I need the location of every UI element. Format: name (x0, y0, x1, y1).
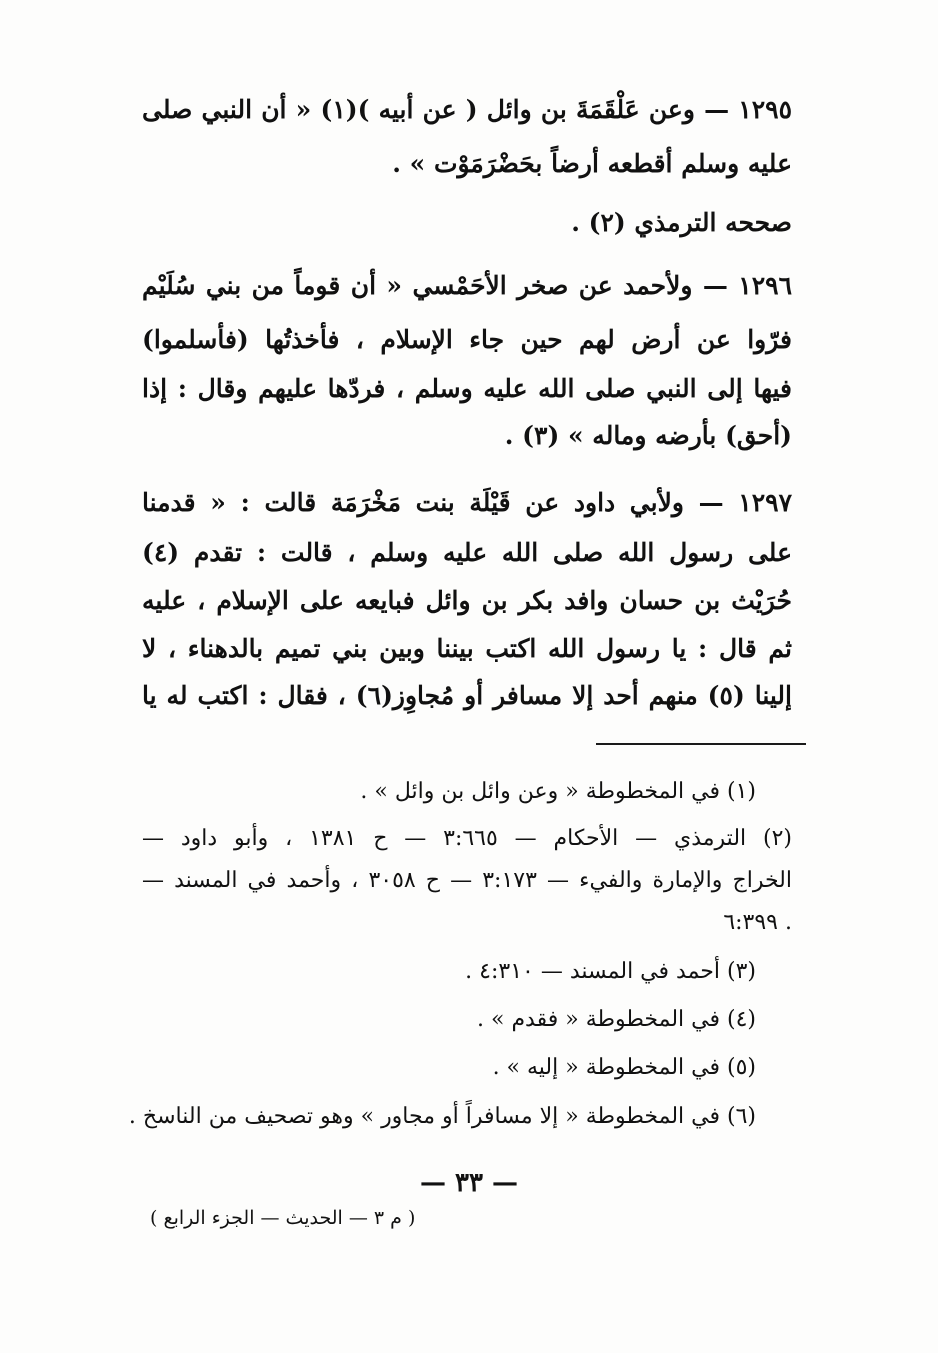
hadith-1297-line-5: إلينا (٥) منهم أحد إلا مسافر أو مُجاوِز(٦) ، فقال : اكتب له يا (142, 681, 792, 710)
hadith-1297-line-3: حُرَيْث بن حسان وافد بكر بن وائل فبايعه على الإسلام ، عليه (142, 586, 792, 615)
hadith-1295-grading: صححه الترمذي (٢) . (571, 208, 792, 237)
hadith-1295-line-1: ١٢٩٥ — وعن عَلْقَمَةَ بن وائل ( عن أبيه )(١) « أن النبي صلى (142, 95, 792, 124)
hadith-1296-line-3: فيها إلى النبي صلى الله عليه وسلم ، فردّها عليهم وقال : إذا (142, 374, 792, 403)
hadith-1296-line-1: ١٢٩٦ — ولأحمد عن صخر الأحَمْسي « أن قوماً من بني سُلَيْم (142, 271, 792, 300)
page-number: — ٣٣ — (419, 1168, 519, 1198)
footnote-2-line-1: (٢) الترمذي — الأحكام — ٣:٦٦٥ — ح ١٣٨١ ، وأبو داود — (142, 826, 792, 851)
footnote-1: (١) في المخطوطة « وعن وائل بن وائل » . (360, 779, 756, 804)
footnote-6: (٦) في المخطوطة « إلا مسافراً أو مجاور » وهو تصحيف من الناسخ . (128, 1104, 756, 1129)
footnote-3: (٣) أحمد في المسند — ٤:٣١٠ . (465, 959, 756, 984)
hadith-1297-line-1: ١٢٩٧ — ولأبي داود عن قَيْلَة بنت مَخْرَمَة قالت : « قدمنا (142, 488, 792, 517)
hadith-1295-line-2: عليه وسلم أقطعه أرضاً بحَضْرَمَوْت » . (392, 149, 792, 178)
hadith-1296-line-2: فرّوا عن أرض لهم حين جاء الإسلام ، فأخذتُها (فأسلموا) (142, 325, 792, 354)
hadith-1296-line-4: (أحق) بأرضه وماله » (٣) . (504, 421, 792, 450)
footnote-5: (٥) في المخطوطة « إليه » . (492, 1055, 756, 1080)
hadith-1297-line-4: ثم قال : يا رسول الله اكتب بيننا وبين بني تميم بالدهناء ، لا (142, 634, 792, 663)
hadith-1297-line-2: على رسول الله صلى الله عليه وسلم ، قالت : تقدم (٤) (142, 538, 792, 567)
footnote-2-line-3: ٦:٣٩٩ . (723, 910, 792, 935)
footnote-separator (596, 743, 806, 745)
printer-signature: ( م ٣ — الحديث — الجزء الرابع ) (150, 1207, 416, 1229)
footnote-4: (٤) في المخطوطة « فقدم » . (477, 1007, 756, 1032)
footnote-2-line-2: الخراج والإمارة والفيء — ٣:١٧٣ — ح ٣٠٥٨ ، وأحمد في المسند — (142, 868, 792, 893)
